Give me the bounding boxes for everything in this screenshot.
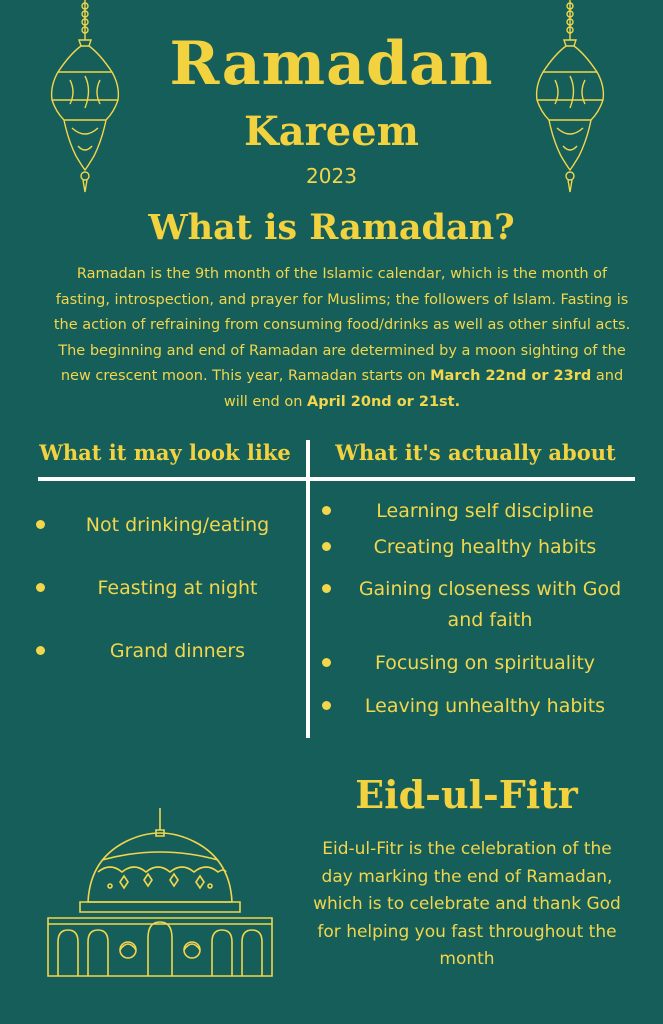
eid-paragraph: Eid-ul-Fitr is the celebration of the day marking the end of Ramadan, which is to celebrate and thank God for helping you fast throughout the month	[313, 839, 621, 969]
right-list-item: Learning self discipline	[376, 500, 594, 522]
left-list-item: Grand dinners	[109, 640, 246, 662]
page-title: Ramadan	[169, 29, 494, 99]
bullet-icon	[322, 701, 331, 710]
right-list-item: Creating healthy habits	[373, 536, 597, 558]
bullet-icon	[36, 583, 45, 592]
bullet-icon	[322, 584, 331, 593]
bullet-icon	[322, 542, 331, 551]
year-label: 2023	[306, 164, 357, 188]
intro-heading: What is Ramadan?	[148, 207, 515, 248]
bullet-icon	[322, 658, 331, 667]
left-column-heading: What it may look like	[39, 440, 291, 465]
table-horizontal-divider	[38, 477, 635, 481]
right-list-item: Leaving unhealthy habits	[364, 695, 606, 717]
mosque-icon	[40, 800, 280, 980]
bullet-icon	[36, 520, 45, 529]
end-date: April 20nd or 21st.	[307, 393, 461, 410]
bullet-icon	[36, 646, 45, 655]
right-list-item: Gaining closeness with God and faith	[358, 578, 622, 631]
start-date: March 22nd or 23rd	[430, 368, 592, 384]
left-list-item: Not drinking/eating	[85, 514, 270, 536]
bullet-icon	[322, 506, 331, 515]
table-vertical-divider	[306, 440, 310, 738]
page-subtitle: Kareem	[244, 108, 419, 155]
eid-heading: Eid-ul-Fitr	[355, 772, 578, 817]
left-list-item: Feasting at night	[97, 577, 258, 599]
intro-connector: and will end on	[223, 368, 624, 410]
intro-paragraph	[52, 262, 632, 415]
right-list-item: Focusing on spirituality	[374, 652, 596, 674]
right-column-heading: What it's actually about	[335, 440, 616, 465]
intro-text: Ramadan is the 9th month of the Islamic calendar, which is the month of fasting, introspection, and prayer for Muslims; the followers of Islam. Fasting is the action of refraining from consuming food/drinks as well as other sinful acts. The beginning and end of Ramadan are determined by a moon sighting of the new crescent moon. This year, Ramadan starts on	[53, 266, 631, 384]
